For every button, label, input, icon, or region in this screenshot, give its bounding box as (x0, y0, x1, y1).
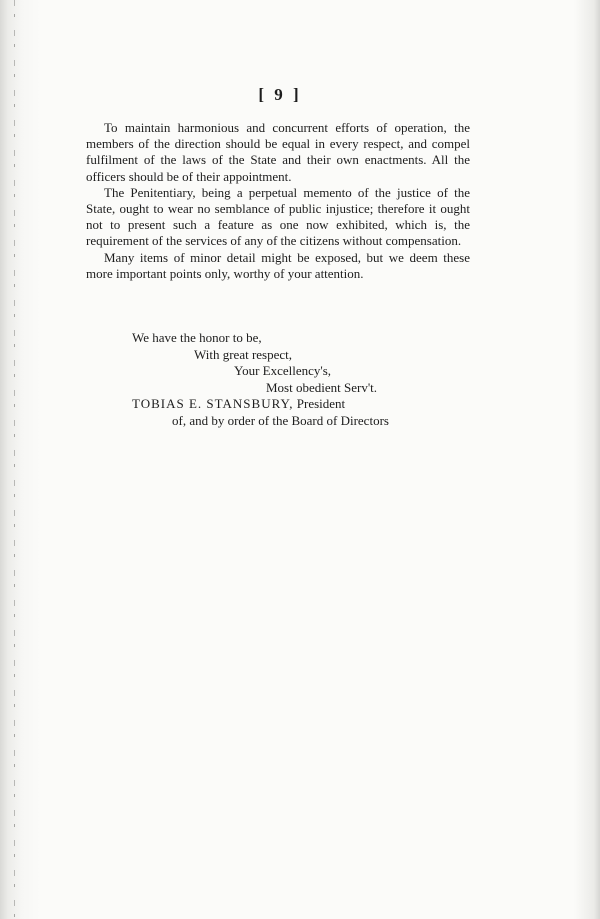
paragraph: Many items of minor detail might be exposed, but we deem these more important points only, worthy of your attention. (86, 249, 470, 281)
paragraph: The Penitentiary, being a perpetual memento of the justice of the State, ought to wear no semblance of public injustice; therefore it ought not to present such a feature as one now exhibited, which is, the requirement of the services of any of the citizens without compensation. (86, 184, 470, 249)
page-number: [ 9 ] (258, 85, 302, 104)
closing-line: Most obedient Serv't. (266, 379, 378, 395)
signer-role: President (296, 396, 346, 411)
closing-line: We have the honor to be, (132, 330, 262, 345)
closing-line: With great respect, (194, 346, 293, 362)
closing-line: of, and by order of the Board of Directors (172, 412, 389, 428)
letter-closing (86, 330, 486, 429)
letter-body (86, 120, 470, 282)
closing-line: Your Excellency's, (234, 363, 332, 378)
scan-left-edge (0, 0, 40, 919)
scan-right-edge (574, 0, 600, 919)
paragraph: To maintain harmonious and concurrent efforts of operation, the members of the direction should be equal in every respect, and compel fulfilment of the laws of the State and their own enactments. All the officers should be of their appointment. (86, 120, 470, 184)
signature-line (86, 396, 486, 413)
signer-name: TOBIAS E. STANSBURY, (132, 396, 294, 411)
